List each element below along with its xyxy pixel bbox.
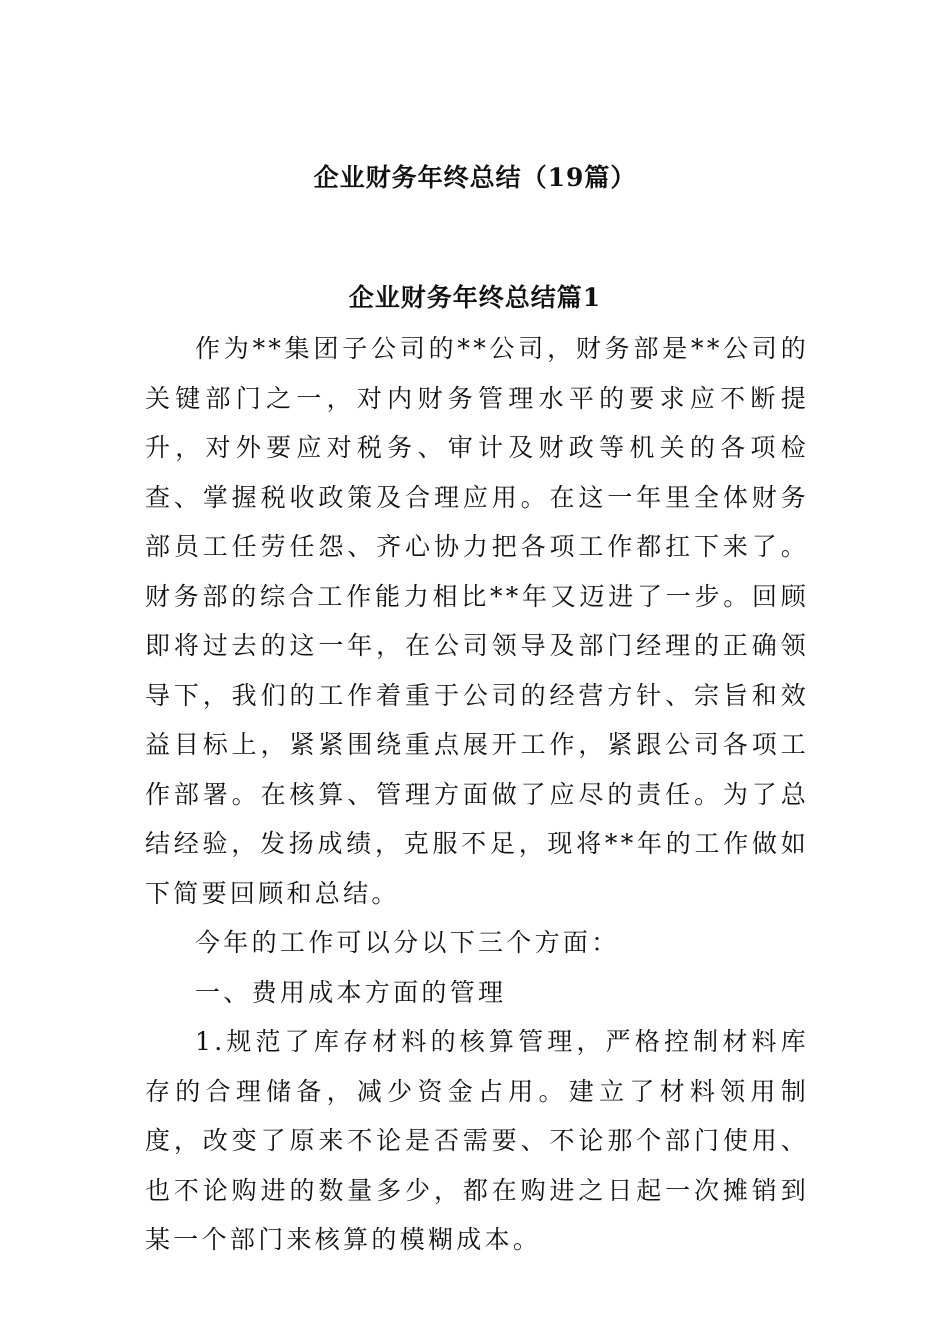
paragraph-item-1: 1.规范了库存材料的核算管理，严格控制材料库存的合理储备，减少资金占用。建立了材料领用制度，改变了原来不论是否需要、不论那个部门使用、也不论购进的数量多少，都在购进之日起一次摊销到某一个部门来核算的模糊成本。 <box>145 1027 809 1254</box>
document-body <box>145 324 809 1265</box>
section-title: 企业财务年终总结篇1 <box>348 283 602 312</box>
document-title: 企业财务年终总结（19篇） <box>313 163 637 192</box>
paragraph-heading-cost: 一、费用成本方面的管理 <box>195 977 507 1007</box>
paragraph-overview: 今年的工作可以分以下三个方面： <box>195 928 620 957</box>
paragraph-intro: 作为**集团子公司的**公司，财务部是**公司的关键部门之一，对内财务管理水平的要求应不断提升，对外要应对税务、审计及财政等机关的各项检查、掌握税收政策及合理应用。在这一年里全体财务部员工任劳任怨、齐心协力把各项工作都扛下来了。财务部的综合工作能力相比**年又迈进了一步。回顾即将过去的这一年，在公司领导及部门经理的正确领导下，我们的工作着重于公司的经营方针、宗旨和效益目标上，紧紧围绕重点展开工作，紧跟公司各项工作部署。在核算、管理方面做了应尽的责任。为了总结经验，发扬成绩，克服不足，现将**年的工作做如下简要回顾和总结。 <box>145 334 809 908</box>
